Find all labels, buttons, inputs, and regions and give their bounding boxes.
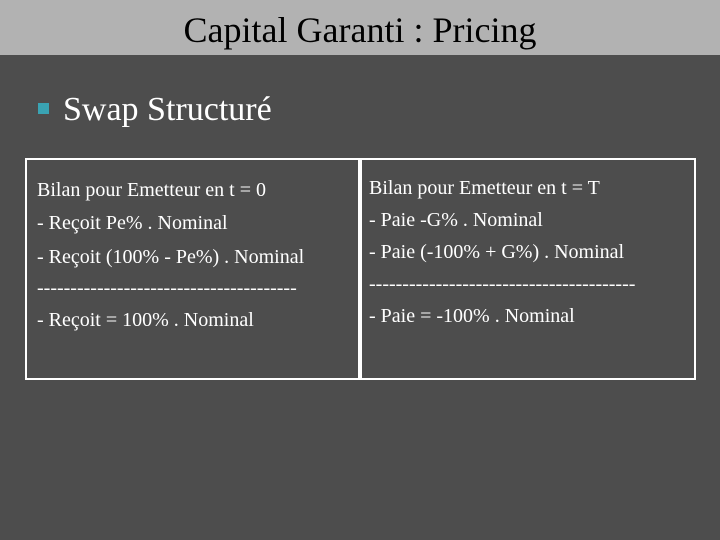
left-line-1: - Reçoit Pe% . Nominal	[37, 212, 228, 234]
bullet-item	[38, 88, 272, 132]
left-total: - Reçoit = 100% . Nominal	[37, 309, 254, 331]
left-separator: ---------------------------------------	[37, 277, 297, 299]
left-heading: Bilan pour Emetteur en t = 0	[37, 179, 267, 201]
square-bullet-icon	[38, 103, 49, 114]
left-column-box	[25, 158, 360, 380]
right-line-2: - Paie (-100% + G%) . Nominal	[369, 241, 625, 263]
right-column-box	[360, 158, 696, 380]
column-divider	[358, 158, 362, 380]
right-separator: ----------------------------------------	[369, 273, 636, 295]
left-line-2: - Reçoit (100% - Pe%) . Nominal	[37, 246, 305, 268]
slide-title: Capital Garanti : Pricing	[183, 10, 537, 50]
right-line-1: - Paie -G% . Nominal	[369, 209, 543, 231]
bullet-text: Swap Structuré	[63, 91, 272, 128]
right-total: - Paie = -100% . Nominal	[369, 305, 575, 327]
right-heading: Bilan pour Emetteur en t = T	[369, 177, 600, 199]
